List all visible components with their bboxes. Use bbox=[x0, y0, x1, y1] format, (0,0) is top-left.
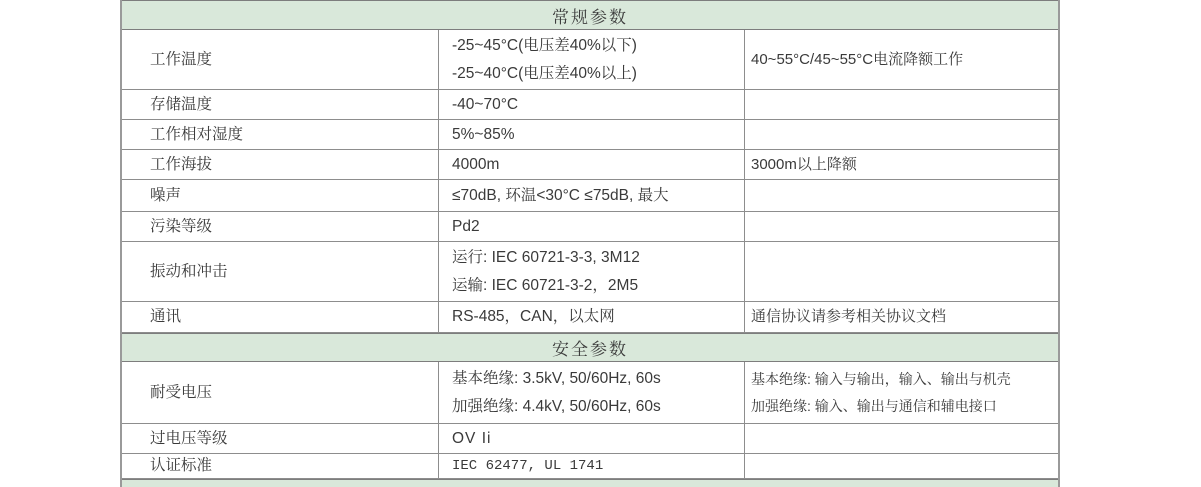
param-note-cell bbox=[745, 424, 1058, 453]
param-note-cell bbox=[745, 454, 1058, 478]
param-note-cell bbox=[745, 90, 1058, 119]
param-name-cell bbox=[122, 30, 439, 89]
param-value-cell bbox=[439, 212, 745, 241]
spec-table bbox=[120, 0, 1060, 487]
param-value-line1: -25~45°C(电压差40%以下) bbox=[452, 36, 637, 54]
param-label: 噪声 bbox=[150, 186, 182, 204]
param-name-cell bbox=[122, 424, 439, 453]
param-value: 5%~85% bbox=[452, 125, 515, 143]
param-name-cell bbox=[122, 90, 439, 119]
table-row-working-altitude bbox=[122, 150, 1058, 180]
param-name-cell bbox=[122, 242, 439, 301]
section-header-general bbox=[122, 0, 1058, 30]
param-label: 认证标准 bbox=[150, 457, 213, 474]
param-value: 4000m bbox=[452, 155, 500, 173]
table-row-pollution-degree bbox=[122, 212, 1058, 242]
section-header-safety bbox=[122, 333, 1058, 362]
param-label: 工作温度 bbox=[150, 50, 213, 68]
param-label: 工作海拔 bbox=[150, 155, 213, 173]
param-value: RS-485，CAN，以太网 bbox=[452, 308, 615, 325]
section-title: 安全参数 bbox=[552, 340, 628, 359]
table-row-relative-humidity bbox=[122, 120, 1058, 150]
param-value: ≤70dB, 环温<30°C ≤75dB, 最大 bbox=[452, 186, 669, 204]
param-note-cell bbox=[745, 302, 1058, 332]
param-name-cell bbox=[122, 212, 439, 241]
param-name-cell bbox=[122, 120, 439, 149]
param-note: 3000m以上降额 bbox=[751, 155, 857, 173]
param-label: 通讯 bbox=[150, 308, 182, 325]
param-value-cell bbox=[439, 424, 745, 453]
table-row-storage-temperature bbox=[122, 90, 1058, 120]
param-value-line2: -25~40°C(电压差40%以上) bbox=[452, 64, 637, 82]
table-row-working-temperature bbox=[122, 30, 1058, 90]
param-note-cell bbox=[745, 30, 1058, 89]
param-value-cell bbox=[439, 180, 745, 211]
param-value-line1: 基本绝缘: 3.5kV, 50/60Hz, 60s bbox=[452, 369, 661, 387]
param-label: 振动和冲击 bbox=[150, 262, 228, 280]
param-value-line1: 运行: IEC 60721-3-3, 3M12 bbox=[452, 248, 640, 266]
table-row-certification-standards bbox=[122, 454, 1058, 479]
param-value: Pd2 bbox=[452, 217, 480, 235]
table-row-communication bbox=[122, 302, 1058, 333]
param-note-line1: 基本绝缘: 输入与输出，输入、输出与机壳 bbox=[751, 370, 1011, 387]
param-note: 40~55°C/45~55°C电流降额工作 bbox=[751, 50, 964, 68]
param-value-cell bbox=[439, 30, 745, 89]
param-value-cell bbox=[439, 362, 745, 423]
param-note-cell bbox=[745, 242, 1058, 301]
param-note-cell bbox=[745, 362, 1058, 423]
param-value-cell bbox=[439, 242, 745, 301]
param-note-line2: 加强绝缘: 输入、输出与通信和辅电接口 bbox=[751, 397, 997, 414]
param-label: 存储温度 bbox=[150, 95, 213, 113]
param-name-cell bbox=[122, 362, 439, 423]
param-value-cell bbox=[439, 150, 745, 179]
param-name-cell bbox=[122, 302, 439, 332]
param-value: IEC 62477, UL 1741 bbox=[452, 458, 604, 474]
section-title: 常规参数 bbox=[552, 7, 628, 27]
param-value-cell bbox=[439, 302, 745, 332]
param-note-cell bbox=[745, 212, 1058, 241]
param-value-cell bbox=[439, 454, 745, 478]
param-note-cell bbox=[745, 150, 1058, 179]
param-name-cell bbox=[122, 180, 439, 211]
param-value-cell bbox=[439, 90, 745, 119]
table-row-noise bbox=[122, 180, 1058, 212]
param-value-line2: 加强绝缘: 4.4kV, 50/60Hz, 60s bbox=[452, 397, 661, 415]
param-label: 耐受电压 bbox=[150, 383, 213, 401]
param-value: OV Ii bbox=[452, 429, 492, 447]
table-row-vibration-shock bbox=[122, 242, 1058, 302]
param-note-cell bbox=[745, 120, 1058, 149]
table-row-overvoltage-category bbox=[122, 424, 1058, 454]
param-name-cell bbox=[122, 150, 439, 179]
param-value-line2: 运输: IEC 60721-3-2，2M5 bbox=[452, 276, 639, 294]
param-value-cell bbox=[439, 120, 745, 149]
table-row-withstand-voltage bbox=[122, 362, 1058, 424]
param-value: -40~70°C bbox=[452, 95, 519, 113]
next-section-header-partial bbox=[122, 479, 1058, 487]
param-note: 通信协议请参考相关协议文档 bbox=[751, 308, 947, 325]
param-label: 污染等级 bbox=[150, 217, 213, 235]
param-label: 工作相对湿度 bbox=[150, 125, 244, 143]
param-name-cell bbox=[122, 454, 439, 478]
param-label: 过电压等级 bbox=[150, 429, 228, 447]
param-note-cell bbox=[745, 180, 1058, 211]
